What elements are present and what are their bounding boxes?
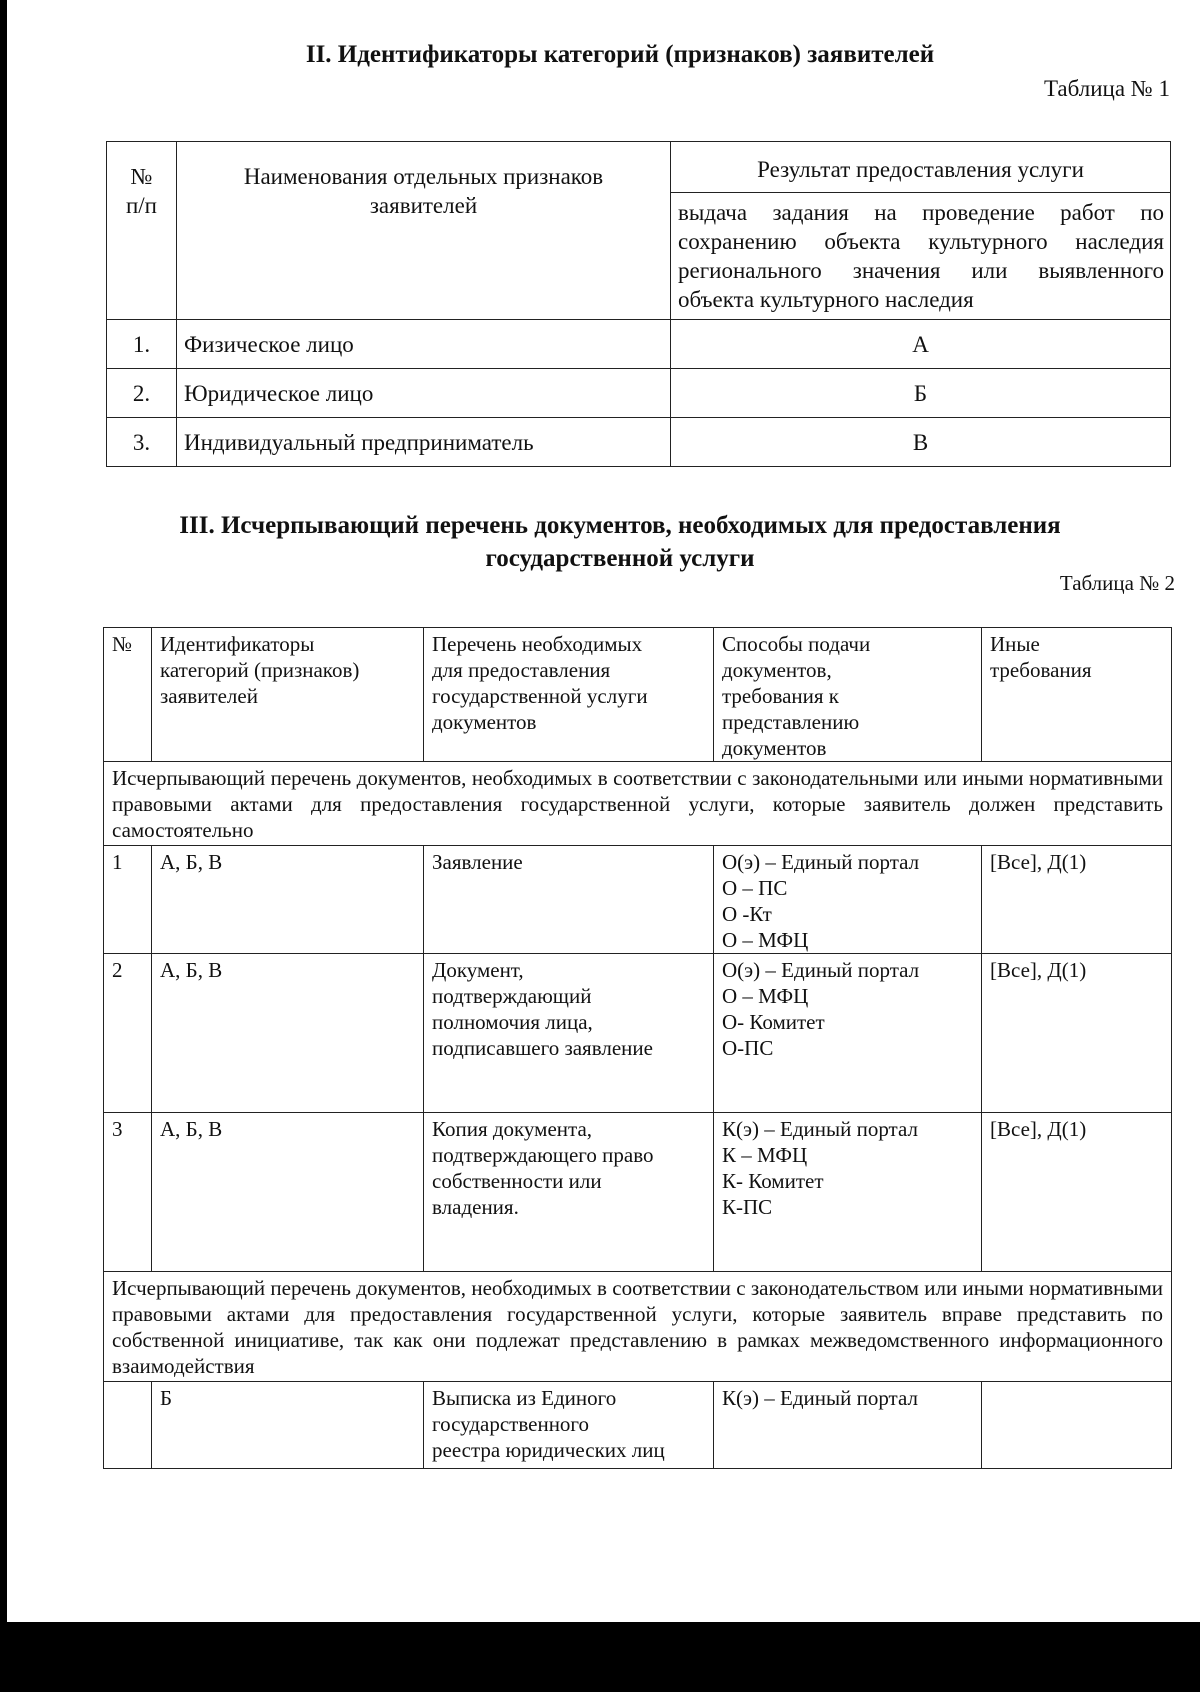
group2-heading: Исчерпывающий перечень документов, необходимых в соответствии с законодательством или иными нормативными правовыми актами для предоставления государственной услуги, которые заявитель вправе представить по собственной инициативе, так как они подлежат представлению в рамках межведомственного информационного взаимодействия	[104, 1272, 1172, 1382]
section3-title-line1: III. Исчерпывающий перечень документов, необходимых для предоставления	[179, 512, 1061, 539]
row-num: 1.	[107, 320, 177, 369]
table2-label: Таблица № 2	[1059, 571, 1175, 595]
header-num: № п/п	[107, 142, 177, 320]
row-ids: А, Б, В	[152, 1113, 424, 1272]
row-other: [Все], Д(1)	[982, 1113, 1172, 1272]
row-code: А	[671, 320, 1171, 369]
row-other	[982, 1382, 1172, 1469]
row-other: [Все], Д(1)	[982, 954, 1172, 1113]
row-code: В	[671, 418, 1171, 467]
row-methods: О(э) – Единый портал О – МФЦ О- Комитет О-ПС	[714, 954, 982, 1113]
row-ids: Б	[152, 1382, 424, 1469]
header-result: Результат предоставления услуги	[671, 142, 1171, 193]
row-code: Б	[671, 369, 1171, 418]
row-num: 2	[104, 954, 152, 1113]
row-doc: Выписка из Единого государственного реестра юридических лиц	[424, 1382, 714, 1469]
table-row	[104, 954, 1172, 1113]
row-num: 3.	[107, 418, 177, 467]
table-row	[104, 1113, 1172, 1272]
row-doc: Документ, подтверждающий полномочия лица, подписавшего заявление	[424, 954, 714, 1113]
table-row	[107, 418, 1171, 467]
scan-bottom-band	[0, 1622, 1200, 1692]
header-docs: Перечень необходимых для предоставления государственной услуги документов	[424, 628, 714, 762]
table-row	[107, 369, 1171, 418]
section3-title-line2: государственной услуги	[485, 545, 755, 572]
documents-table	[103, 627, 1172, 1469]
table-row	[104, 846, 1172, 954]
table-row	[107, 320, 1171, 369]
row-num: 1	[104, 846, 152, 954]
result-description: выдача задания на проведение работ по сохранению объекта культурного наследия регионального значения или выявленного объекта культурного наследия	[671, 193, 1171, 320]
table1-label: Таблица № 1	[1043, 76, 1170, 101]
scan-left-edge	[0, 0, 7, 1692]
table-row	[104, 1382, 1172, 1469]
group1-heading: Исчерпывающий перечень документов, необходимых в соответствии с законодательными или иными нормативными правовыми актами для предоставления государственной услуги, которые заявитель должен представить самостоятельно	[104, 762, 1172, 846]
row-num: 2.	[107, 369, 177, 418]
row-other: [Все], Д(1)	[982, 846, 1172, 954]
row-ids: А, Б, В	[152, 846, 424, 954]
header-other: Иные требования	[982, 628, 1172, 762]
row-methods: О(э) – Единый портал О – ПС О -Кт О – МФЦ	[714, 846, 982, 954]
applicant-categories-table	[106, 141, 1171, 467]
row-methods: К(э) – Единый портал	[714, 1382, 982, 1469]
header-name: Наименования отдельных признаков заявителей	[177, 142, 671, 320]
row-doc: Копия документа, подтверждающего право собственности или владения.	[424, 1113, 714, 1272]
row-methods: К(э) – Единый портал К – МФЦ К- Комитет К-ПС	[714, 1113, 982, 1272]
header-num: №	[104, 628, 152, 762]
row-ids: А, Б, В	[152, 954, 424, 1113]
row-name: Физическое лицо	[177, 320, 671, 369]
row-num	[104, 1382, 152, 1469]
row-doc: Заявление	[424, 846, 714, 954]
header-ids: Идентификаторы категорий (признаков) заявителей	[152, 628, 424, 762]
row-name: Индивидуальный предприниматель	[177, 418, 671, 467]
header-methods: Способы подачи документов, требования к представлению документов	[714, 628, 982, 762]
row-num: 3	[104, 1113, 152, 1272]
row-name: Юридическое лицо	[177, 369, 671, 418]
section2-title: II. Идентификаторы категорий (признаков) заявителей	[305, 41, 935, 68]
